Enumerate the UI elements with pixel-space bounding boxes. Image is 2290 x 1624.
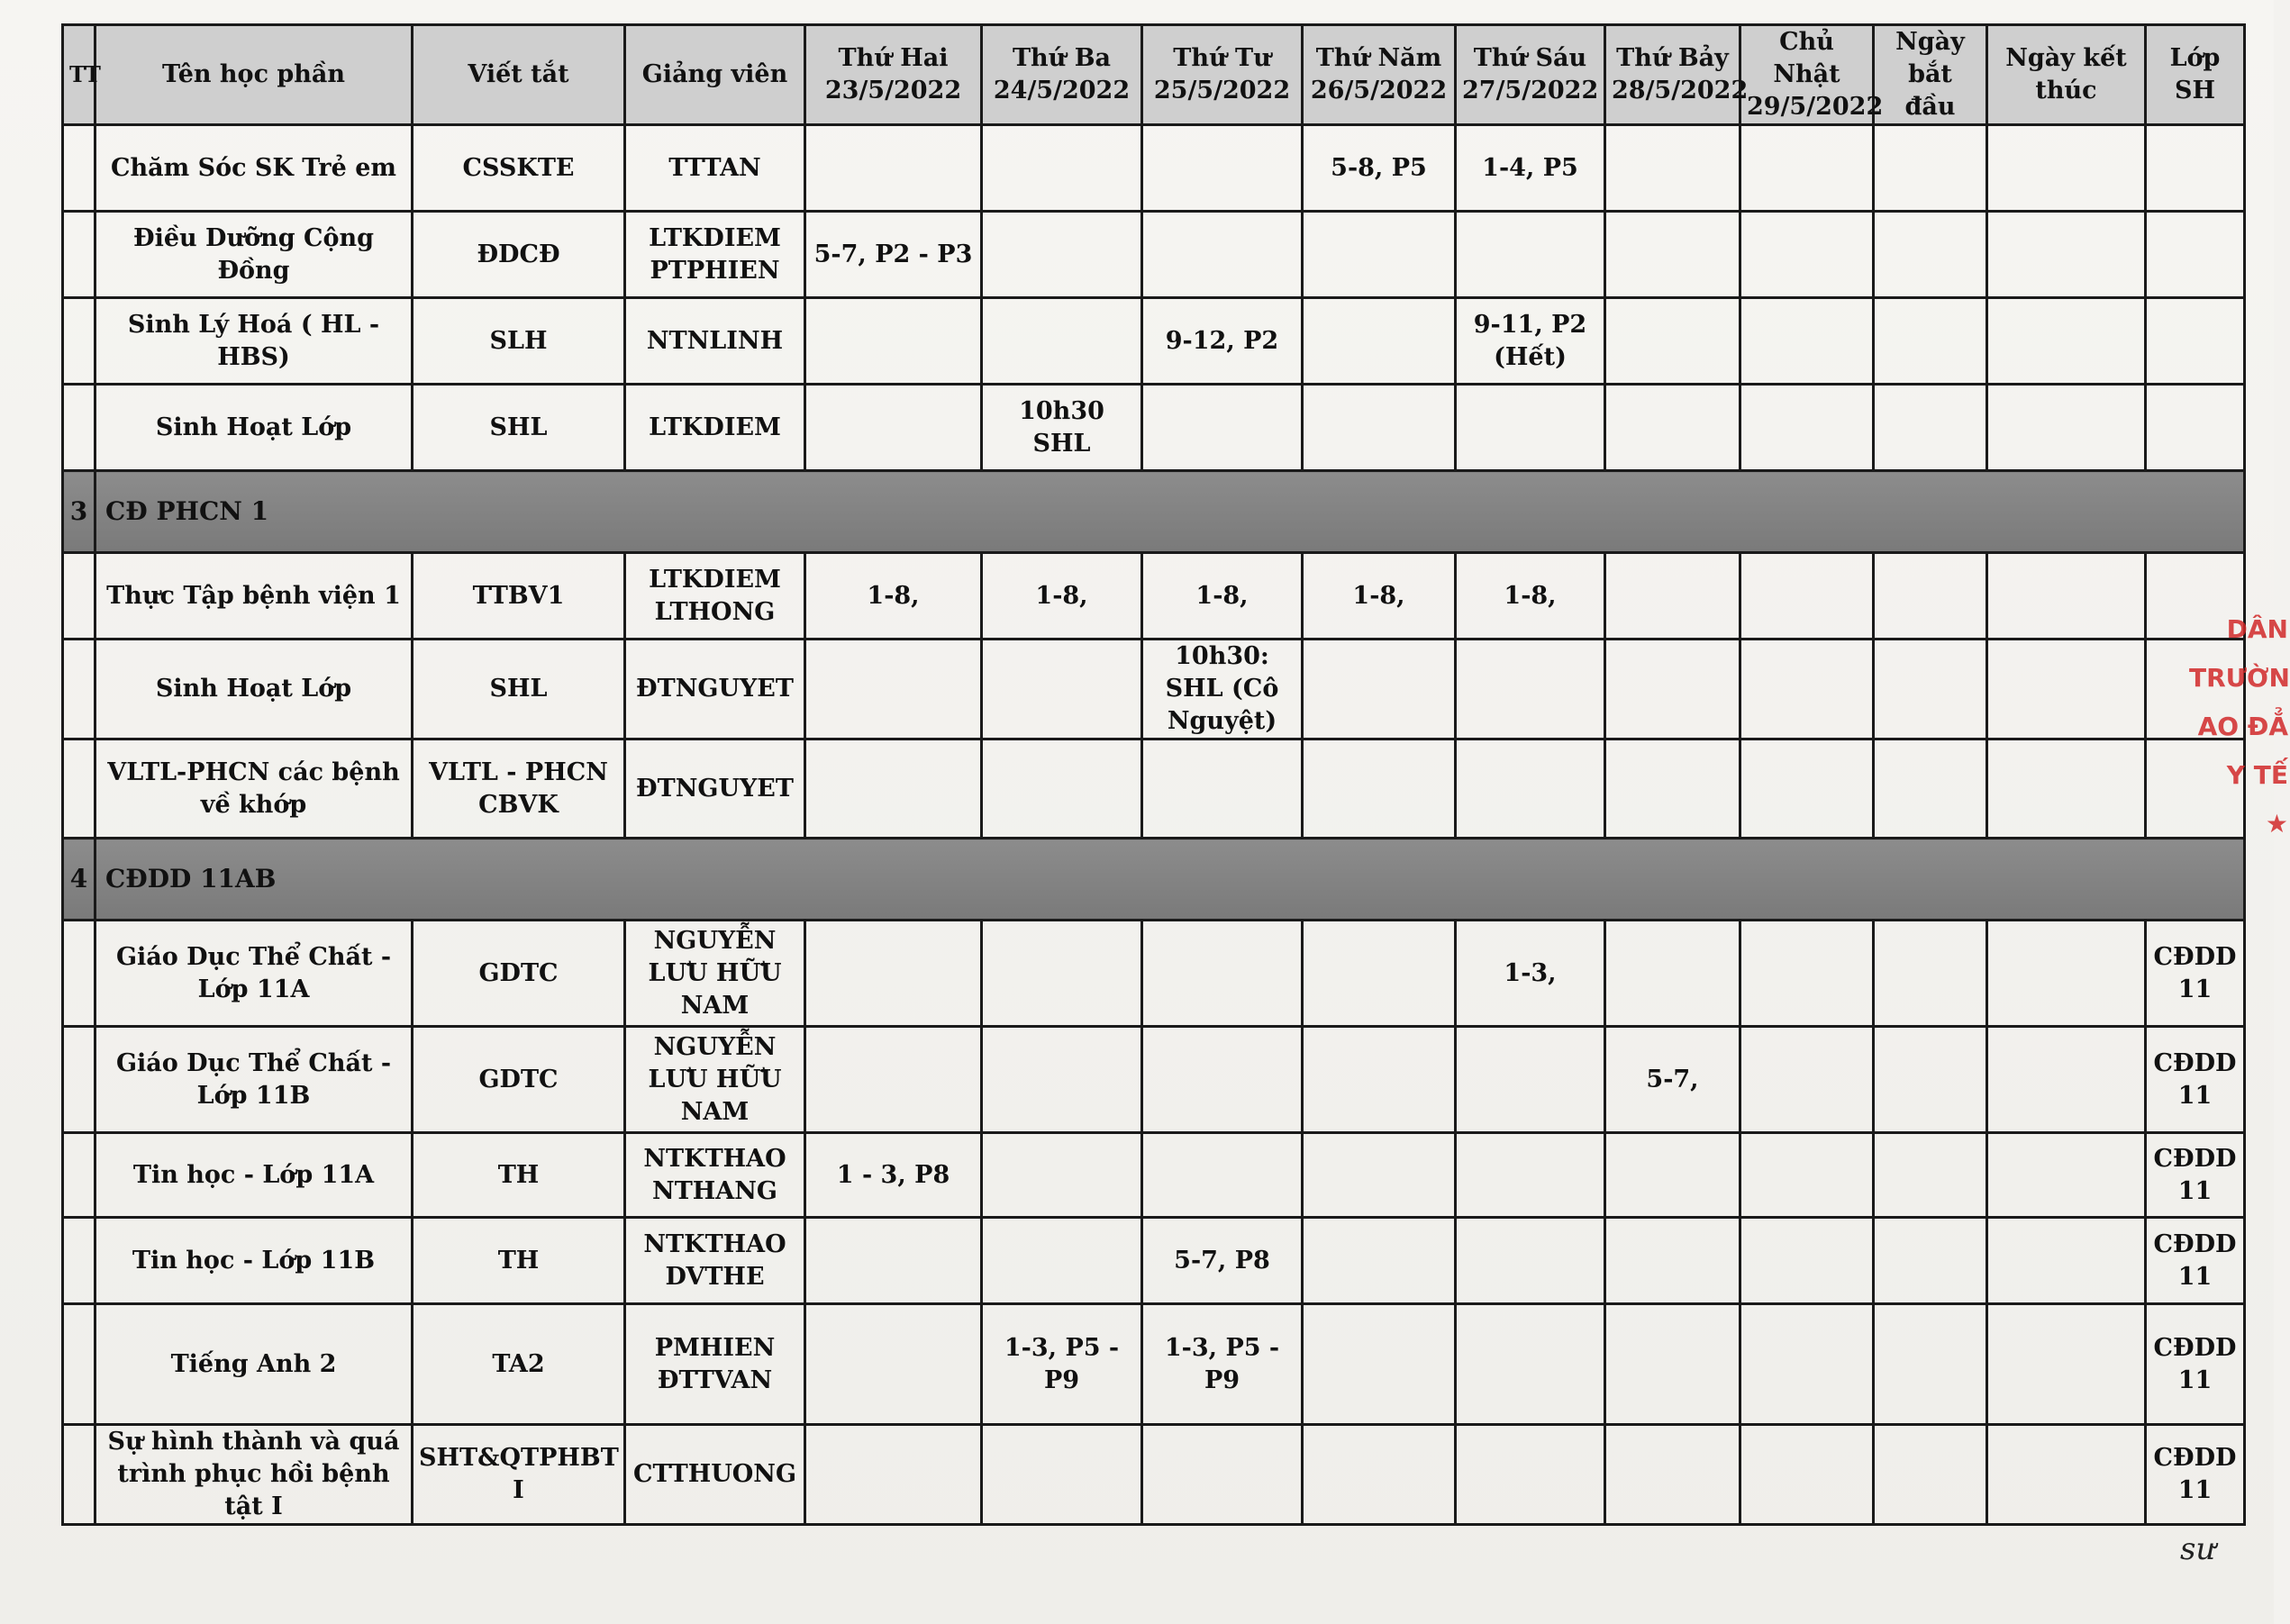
schedule-cell xyxy=(1605,921,1740,1027)
schedule-cell xyxy=(1303,1425,1456,1525)
abbr-cell: ĐDCĐ xyxy=(413,212,625,298)
end-date-cell xyxy=(1987,921,2146,1027)
lop-cell: CĐDD 11 xyxy=(2146,1218,2245,1304)
schedule-cell xyxy=(1740,385,1874,471)
schedule-cell xyxy=(1605,1133,1740,1218)
schedule-cell xyxy=(982,921,1142,1027)
lecturer-cell: LTKDIEM xyxy=(625,385,805,471)
schedule-cell: 1-8, xyxy=(1456,553,1605,640)
schedule-cell xyxy=(982,298,1142,385)
day-date: 27/5/2022 xyxy=(1462,77,1599,104)
start-date-cell xyxy=(1874,1027,1987,1133)
lop-cell xyxy=(2146,125,2245,212)
group-row xyxy=(63,839,2245,921)
row-stt xyxy=(63,298,95,385)
schedule-cell xyxy=(1456,640,1605,739)
start-date-cell xyxy=(1874,125,1987,212)
schedule-cell xyxy=(1303,640,1456,739)
start-date-cell xyxy=(1874,298,1987,385)
header-day xyxy=(1605,25,1749,125)
start-date-cell xyxy=(1874,1133,1987,1218)
header-day xyxy=(1740,25,1884,125)
schedule-cell xyxy=(1740,212,1874,298)
red-seal-stamp: DÂN TRƯỜN AO ĐẲ Y TẾ ★ xyxy=(2189,614,2290,839)
lecturer-cell: PMHIEN ĐTTVAN xyxy=(625,1304,805,1425)
schedule-cell xyxy=(1303,212,1456,298)
day-date: 29/5/2022 xyxy=(1747,93,1884,121)
start-date-cell xyxy=(1874,640,1987,739)
schedule-cell xyxy=(1142,921,1303,1027)
abbr-cell: VLTL - PHCN CBVK xyxy=(413,739,625,839)
lop-cell xyxy=(2146,298,2245,385)
schedule-cell: 1-3, P5 - P9 xyxy=(1142,1304,1303,1425)
start-date-cell xyxy=(1874,212,1987,298)
lecturer-cell: NTKTHAO NTHANG xyxy=(625,1133,805,1218)
schedule-cell xyxy=(1740,553,1874,640)
table-row xyxy=(63,298,2245,385)
schedule-cell xyxy=(805,385,982,471)
schedule-cell xyxy=(1456,1425,1605,1525)
schedule-cell: 5-7, P8 xyxy=(1142,1218,1303,1304)
schedule-cell xyxy=(1142,739,1303,839)
end-date-cell xyxy=(1987,385,2146,471)
lecturer-cell: NTNLINH xyxy=(625,298,805,385)
schedule-cell xyxy=(1303,385,1456,471)
schedule-cell xyxy=(1605,298,1740,385)
abbr-cell: GDTC xyxy=(413,921,625,1027)
schedule-cell xyxy=(1740,298,1874,385)
schedule-cell xyxy=(1303,1218,1456,1304)
row-stt xyxy=(63,1304,95,1425)
subject-cell: Tiếng Anh 2 xyxy=(95,1304,413,1425)
lop-cell xyxy=(2146,385,2245,471)
lop-cell xyxy=(2146,212,2245,298)
abbr-cell: GDTC xyxy=(413,1027,625,1133)
row-stt xyxy=(63,212,95,298)
schedule-cell xyxy=(1740,1027,1874,1133)
lop-cell: CĐDD 11 xyxy=(2146,1304,2245,1425)
schedule-cell xyxy=(1303,1304,1456,1425)
row-stt xyxy=(63,553,95,640)
row-stt xyxy=(63,1133,95,1218)
lecturer-cell: CTTHUONG xyxy=(625,1425,805,1525)
table-row xyxy=(63,1425,2245,1525)
row-stt xyxy=(63,921,95,1027)
schedule-cell: 5-7, xyxy=(1605,1027,1740,1133)
schedule-cell: 9-11, P2 (Hết) xyxy=(1456,298,1605,385)
schedule-cell xyxy=(982,739,1142,839)
abbr-cell: TA2 xyxy=(413,1304,625,1425)
schedule-cell: 1-8, xyxy=(982,553,1142,640)
subject-cell: Sinh Hoạt Lớp xyxy=(95,640,413,739)
lecturer-cell: LTKDIEM LTHONG xyxy=(625,553,805,640)
subject-cell: Thực Tập bệnh viện 1 xyxy=(95,553,413,640)
schedule-cell: 10h30: SHL (Cô Nguyệt) xyxy=(1142,640,1303,739)
schedule-cell xyxy=(1605,640,1740,739)
schedule-cell xyxy=(805,1425,982,1525)
header-start: Ngày bắt đầu xyxy=(1874,25,1987,125)
lecturer-cell: ĐTNGUYET xyxy=(625,739,805,839)
schedule-cell xyxy=(1142,1133,1303,1218)
day-date: 28/5/2022 xyxy=(1612,77,1749,104)
start-date-cell xyxy=(1874,553,1987,640)
subject-cell: VLTL-PHCN các bệnh về khớp xyxy=(95,739,413,839)
end-date-cell xyxy=(1987,553,2146,640)
schedule-cell: 1-4, P5 xyxy=(1456,125,1605,212)
subject-cell: Sinh Lý Hoá ( HL -HBS) xyxy=(95,298,413,385)
schedule-cell xyxy=(1142,1027,1303,1133)
table-row xyxy=(63,1218,2245,1304)
schedule-cell xyxy=(1605,1218,1740,1304)
end-date-cell xyxy=(1987,1133,2146,1218)
start-date-cell xyxy=(1874,1304,1987,1425)
header-day xyxy=(1456,25,1605,125)
row-stt xyxy=(63,1027,95,1133)
row-stt xyxy=(63,1425,95,1525)
start-date-cell xyxy=(1874,1218,1987,1304)
table-row xyxy=(63,212,2245,298)
group-name: CĐDD 11AB xyxy=(95,839,2245,921)
end-date-cell xyxy=(1987,1425,2146,1525)
lop-cell: CĐDD 11 xyxy=(2146,1425,2245,1525)
table-row xyxy=(63,739,2245,839)
schedule-cell xyxy=(1142,212,1303,298)
subject-cell: Giáo Dục Thể Chất - Lớp 11B xyxy=(95,1027,413,1133)
schedule-cell xyxy=(1456,1218,1605,1304)
header-abbr: Viết tắt xyxy=(413,25,625,125)
subject-cell: Giáo Dục Thể Chất - Lớp 11A xyxy=(95,921,413,1027)
lecturer-cell: TTTAN xyxy=(625,125,805,212)
header-day xyxy=(1142,25,1303,125)
day-name: Thứ Ba xyxy=(1012,44,1112,72)
schedule-body xyxy=(63,125,2245,1525)
table-row xyxy=(63,385,2245,471)
schedule-cell xyxy=(1142,385,1303,471)
schedule-cell xyxy=(1605,1304,1740,1425)
lecturer-cell: LTKDIEM PTPHIEN xyxy=(625,212,805,298)
schedule-cell: 1-8, xyxy=(1142,553,1303,640)
abbr-cell: TH xyxy=(413,1218,625,1304)
day-date: 24/5/2022 xyxy=(993,77,1131,104)
lecturer-cell: NGUYỄN LƯU HỮU NAM xyxy=(625,921,805,1027)
schedule-cell: 5-8, P5 xyxy=(1303,125,1456,212)
day-name: Thứ Sáu xyxy=(1473,44,1587,72)
schedule-cell xyxy=(1605,385,1740,471)
schedule-table xyxy=(61,23,2246,1526)
day-date: 26/5/2022 xyxy=(1310,77,1448,104)
schedule-cell xyxy=(1303,921,1456,1027)
header-lop: Lớp SH xyxy=(2146,25,2245,125)
schedule-cell xyxy=(1303,739,1456,839)
lecturer-cell: NGUYỄN LƯU HỮU NAM xyxy=(625,1027,805,1133)
subject-cell: Chăm Sóc SK Trẻ em xyxy=(95,125,413,212)
schedule-cell xyxy=(1605,125,1740,212)
start-date-cell xyxy=(1874,739,1987,839)
subject-cell: Tin học - Lớp 11B xyxy=(95,1218,413,1304)
row-stt xyxy=(63,1218,95,1304)
schedule-cell xyxy=(982,1218,1142,1304)
row-stt xyxy=(63,640,95,739)
abbr-cell: SLH xyxy=(413,298,625,385)
end-date-cell xyxy=(1987,212,2146,298)
day-name: Thứ Tư xyxy=(1173,44,1271,72)
group-row xyxy=(63,471,2245,553)
schedule-cell xyxy=(982,125,1142,212)
day-name: Chủ Nhật xyxy=(1773,28,1840,88)
schedule-cell xyxy=(805,921,982,1027)
schedule-cell xyxy=(1303,1133,1456,1218)
abbr-cell: TH xyxy=(413,1133,625,1218)
start-date-cell xyxy=(1874,921,1987,1027)
row-stt xyxy=(63,385,95,471)
table-row xyxy=(63,1304,2245,1425)
lop-cell: CĐDD 11 xyxy=(2146,1133,2245,1218)
header-end: Ngày kết thúc xyxy=(1987,25,2146,125)
subject-cell: Tin học - Lớp 11A xyxy=(95,1133,413,1218)
end-date-cell xyxy=(1987,640,2146,739)
start-date-cell xyxy=(1874,385,1987,471)
schedule-cell: 1 - 3, P8 xyxy=(805,1133,982,1218)
abbr-cell: CSSKTE xyxy=(413,125,625,212)
end-date-cell xyxy=(1987,739,2146,839)
schedule-cell xyxy=(1456,739,1605,839)
subject-cell: Điều Dưỡng Cộng Đồng xyxy=(95,212,413,298)
lecturer-cell: ĐTNGUYET xyxy=(625,640,805,739)
schedule-cell: 1-8, xyxy=(1303,553,1456,640)
schedule-cell xyxy=(1740,640,1874,739)
lop-cell: CĐDD 11 xyxy=(2146,1027,2245,1133)
group-name: CĐ PHCN 1 xyxy=(95,471,2245,553)
abbr-cell: SHT&QTPHBT I xyxy=(413,1425,625,1525)
schedule-cell xyxy=(1740,1304,1874,1425)
day-name: Thứ Năm xyxy=(1315,44,1442,72)
schedule-cell xyxy=(1605,1425,1740,1525)
header-row xyxy=(63,25,2245,125)
lop-cell: CĐDD 11 xyxy=(2146,921,2245,1027)
table-row xyxy=(63,1027,2245,1133)
header-subject: Tên học phần xyxy=(95,25,413,125)
header-lecturer: Giảng viên xyxy=(625,25,805,125)
day-name: Thứ Bảy xyxy=(1616,44,1729,72)
schedule-cell: 1-3, xyxy=(1456,921,1605,1027)
schedule-cell xyxy=(805,298,982,385)
schedule-cell xyxy=(982,1425,1142,1525)
schedule-cell xyxy=(1740,739,1874,839)
schedule-cell xyxy=(805,1218,982,1304)
day-date: 25/5/2022 xyxy=(1153,77,1291,104)
schedule-cell xyxy=(982,1133,1142,1218)
schedule-cell xyxy=(1303,298,1456,385)
schedule-cell xyxy=(805,1304,982,1425)
schedule-cell xyxy=(1456,1133,1605,1218)
schedule-cell xyxy=(1605,212,1740,298)
header-day xyxy=(805,25,982,125)
table-row xyxy=(63,640,2245,739)
end-date-cell xyxy=(1987,1027,2146,1133)
group-stt: 3 xyxy=(63,471,95,553)
schedule-cell xyxy=(1740,125,1874,212)
schedule-cell xyxy=(1740,921,1874,1027)
header-day xyxy=(1303,25,1456,125)
end-date-cell xyxy=(1987,1304,2146,1425)
schedule-cell xyxy=(1456,1304,1605,1425)
schedule-cell xyxy=(805,739,982,839)
abbr-cell: SHL xyxy=(413,385,625,471)
table-row xyxy=(63,1133,2245,1218)
schedule-cell: 1-8, xyxy=(805,553,982,640)
schedule-cell xyxy=(982,640,1142,739)
schedule-cell xyxy=(1740,1133,1874,1218)
end-date-cell xyxy=(1987,298,2146,385)
schedule-cell xyxy=(1303,1027,1456,1133)
header-stt: TT xyxy=(63,25,95,125)
lecturer-cell: NTKTHAO DVTHE xyxy=(625,1218,805,1304)
schedule-cell: 5-7, P2 - P3 xyxy=(805,212,982,298)
schedule-cell xyxy=(1605,553,1740,640)
subject-cell: Sinh Hoạt Lớp xyxy=(95,385,413,471)
signature: sư xyxy=(2180,1531,2216,1567)
schedule-cell: 1-3, P5 - P9 xyxy=(982,1304,1142,1425)
schedule-cell: 10h30 SHL xyxy=(982,385,1142,471)
schedule-cell xyxy=(982,212,1142,298)
schedule-cell xyxy=(1456,1027,1605,1133)
table-row xyxy=(63,125,2245,212)
day-name: Thứ Hai xyxy=(838,44,949,72)
schedule-cell xyxy=(805,640,982,739)
abbr-cell: SHL xyxy=(413,640,625,739)
day-date: 23/5/2022 xyxy=(824,77,962,104)
header-day xyxy=(982,25,1142,125)
schedule-cell xyxy=(1142,125,1303,212)
schedule-cell: 9-12, P2 xyxy=(1142,298,1303,385)
abbr-cell: TTBV1 xyxy=(413,553,625,640)
group-stt: 4 xyxy=(63,839,95,921)
table-row xyxy=(63,553,2245,640)
schedule-cell xyxy=(1142,1425,1303,1525)
schedule-cell xyxy=(982,1027,1142,1133)
row-stt xyxy=(63,125,95,212)
subject-cell: Sự hình thành và quá trình phục hồi bệnh tật I xyxy=(95,1425,413,1525)
end-date-cell xyxy=(1987,1218,2146,1304)
start-date-cell xyxy=(1874,1425,1987,1525)
schedule-cell xyxy=(1740,1218,1874,1304)
schedule-cell xyxy=(1605,739,1740,839)
row-stt xyxy=(63,739,95,839)
schedule-cell xyxy=(805,1027,982,1133)
schedule-cell xyxy=(1456,385,1605,471)
table-row xyxy=(63,921,2245,1027)
schedule-cell xyxy=(1456,212,1605,298)
end-date-cell xyxy=(1987,125,2146,212)
schedule-cell xyxy=(1740,1425,1874,1525)
schedule-cell xyxy=(805,125,982,212)
